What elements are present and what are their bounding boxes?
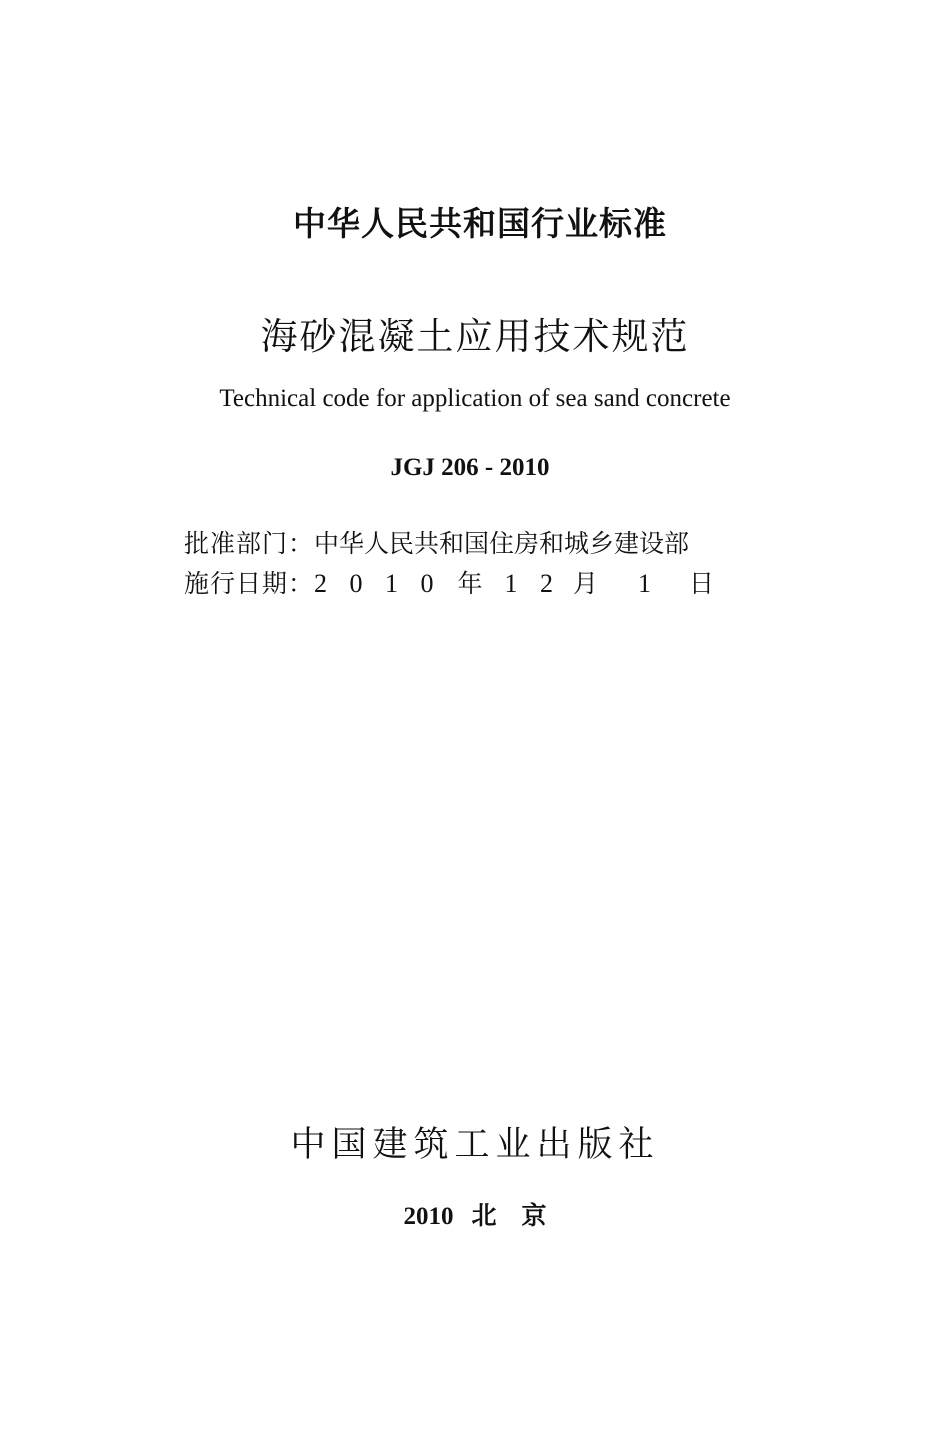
publication-year: 2010 [403, 1203, 454, 1230]
standard-code: JGJ 206 - 2010 [390, 454, 550, 481]
effective-day: 1 [638, 569, 652, 598]
approval-row [184, 524, 689, 560]
effective-year: 2 0 1 0 [314, 569, 442, 598]
month-character: 月 [573, 569, 599, 598]
standard-type-heading: 中华人民共和国行业标准 [293, 204, 667, 243]
approval-value: 中华人民共和国住房和城乡建设部 [314, 529, 690, 558]
publication-city: 北 京 [471, 1201, 547, 1230]
english-title: Technical code for application of sea sand concrete [219, 385, 731, 412]
year-character: 年 [457, 569, 483, 598]
day-character: 日 [689, 569, 715, 598]
effective-date-row [184, 564, 714, 600]
chinese-title: 海砂混凝土应用技术规范 [260, 315, 690, 358]
effective-month: 1 2 [504, 569, 562, 598]
effective-date-label: 施行日期： [184, 569, 315, 598]
publication-place-year [0, 1196, 950, 1232]
publisher-name: 中国建筑工业出版社 [290, 1125, 660, 1165]
approval-label: 批准部门： [184, 529, 315, 558]
